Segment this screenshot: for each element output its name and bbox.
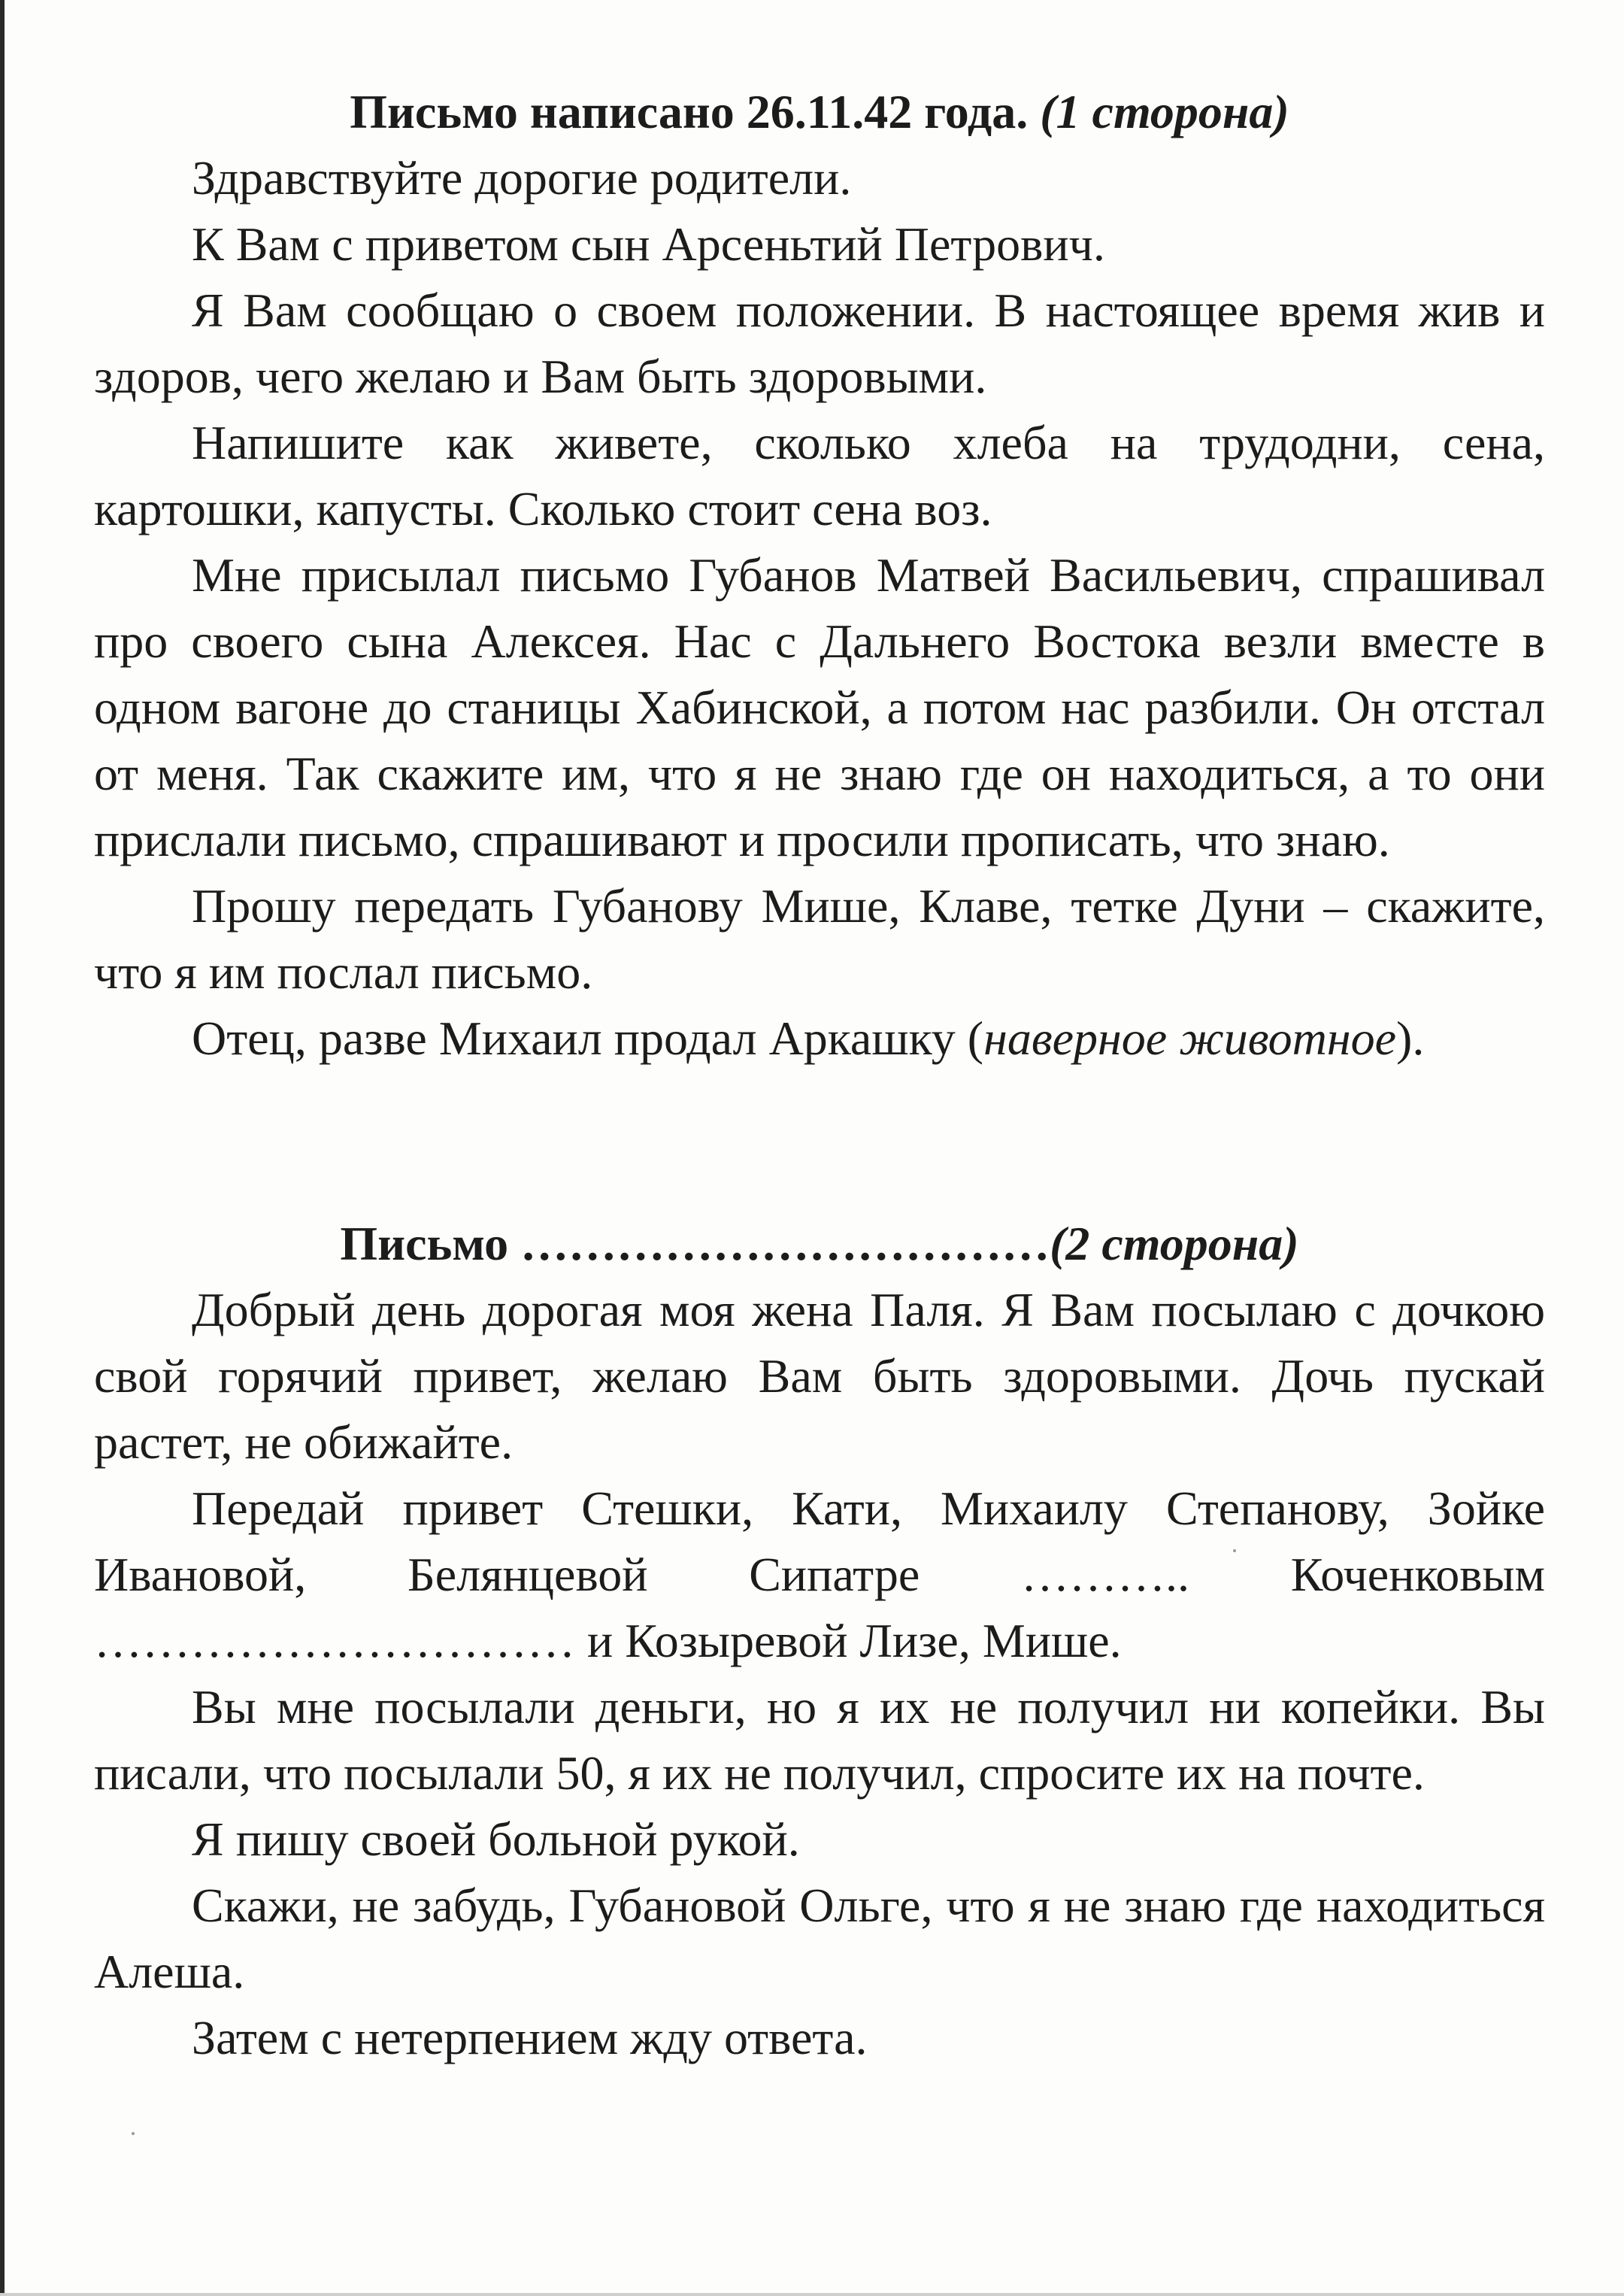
letter-2-paragraph: Вы мне посылали деньги, но я их не получил ни копейки. Вы писали, что посылали 50, я их не получил, спросите их на почте.: [94, 1680, 1545, 1800]
letter-1-paragraph: Прошу передать Губанову Мише, Клаве, тетке Дуни – скажите, что я им послал письмо.: [94, 879, 1545, 999]
scan-speck: [132, 2132, 135, 2135]
letter-1-final-paragraph: [94, 1005, 1545, 1072]
letter-1-paragraph: К Вам с приветом сын Арсеньтий Петрович.: [192, 217, 1105, 271]
final-paragraph-close: ).: [1396, 1012, 1425, 1065]
letter-1-paragraph: Напишите как живете, сколько хлеба на трудодни, сена, картошки, капусты. Сколько стоит сена воз.: [94, 416, 1545, 535]
letter-1-paragraph: Я Вам сообщаю о своем положении. В настоящее время жив и здоров, чего желаю и Вам быть здоровыми.: [94, 284, 1545, 403]
letter-side-1: [94, 79, 1545, 1072]
letter-1-side-label: (1 сторона): [1040, 85, 1289, 138]
letter-1-paragraph: Мне присылал письмо Губанов Матвей Васильевич, спрашивал про своего сына Алексея. Нас с Дальнего Востока везли вместе в одном вагоне до станицы Хабинской, а потом нас разбили. Он отстал от меня. Так скажите им, что я не знаю где он находиться, а то они прислали письмо, спрашивают и просили прописать, что знаю.: [94, 548, 1545, 866]
editor-note: наверное животное: [983, 1012, 1397, 1065]
letter-side-2: [94, 1211, 1545, 2071]
final-paragraph-text: Отец, разве Михаил продал Аркашку (: [192, 1012, 984, 1065]
letter-2-paragraph: Я пишу своей больной рукой.: [192, 1812, 800, 1866]
letter-2-heading: [94, 1211, 1545, 1277]
letter-2-title: Письмо ……………………………: [340, 1217, 1050, 1270]
letter-2-paragraph: Передай привет Стешки, Кати, Михаилу Степанову, Зойке Ивановой, Белянцевой Сипатре ……….. Коченковым ………………………… и Козыревой Лизе, Мише.: [94, 1482, 1545, 1667]
letter-1-heading: [94, 79, 1545, 145]
scan-bottom-edge: [0, 2293, 1624, 2296]
letter-2-paragraph: Затем с нетерпением жду ответа.: [192, 2011, 868, 2064]
letter-2-side-label: (2 сторона): [1050, 1217, 1299, 1270]
letter-2-paragraph: Скажи, не забудь, Губановой Ольге, что я не знаю где находиться Алеша.: [94, 1879, 1545, 1998]
scan-left-edge: [0, 0, 5, 2296]
letter-1-title: Письмо написано 26.11.42 года.: [350, 85, 1029, 138]
letter-2-paragraph: Добрый день дорогая моя жена Паля. Я Вам посылаю с дочкою свой горячий привет, желаю Вам быть здоровыми. Дочь пускай растет, не обижайте.: [94, 1283, 1545, 1469]
letter-1-paragraph: Здравствуйте дорогие родители.: [192, 151, 852, 205]
